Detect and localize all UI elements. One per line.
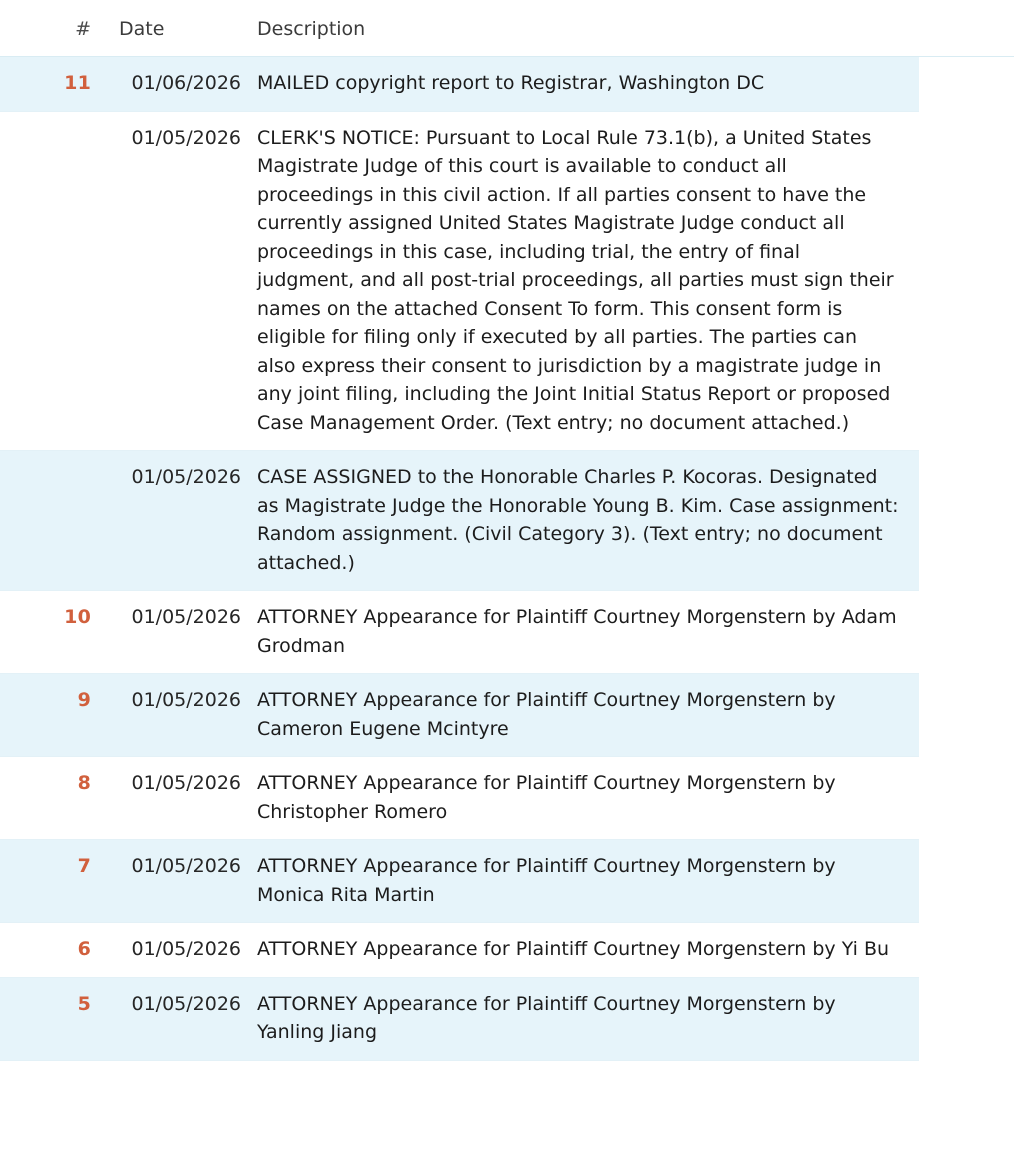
table-header-row <box>0 0 1014 57</box>
table-row[interactable] <box>0 57 1014 112</box>
row-date: 01/05/2026 <box>107 757 247 840</box>
row-description: ATTORNEY Appearance for Plaintiff Courtney Morgenstern by Adam Grodman <box>247 591 919 674</box>
table-body <box>0 57 1014 1061</box>
table-row[interactable] <box>0 591 1014 674</box>
row-number: 8 <box>0 757 107 840</box>
column-header-number: # <box>0 0 107 57</box>
row-number <box>0 111 107 451</box>
row-spacer <box>919 977 1014 1060</box>
row-description: CASE ASSIGNED to the Honorable Charles P. Kocoras. Designated as Magistrate Judge the Honorable Young B. Kim. Case assignment: Random assignment. (Civil Category 3). (Text entry; no document attached.) <box>247 451 919 591</box>
table-row[interactable] <box>0 840 1014 923</box>
row-spacer <box>919 57 1014 112</box>
row-date: 01/05/2026 <box>107 591 247 674</box>
table-header <box>0 0 1014 57</box>
row-spacer <box>919 757 1014 840</box>
row-date: 01/05/2026 <box>107 111 247 451</box>
column-header-description: Description <box>247 0 919 57</box>
row-description: MAILED copyright report to Registrar, Washington DC <box>247 57 919 112</box>
column-header-date: Date <box>107 0 247 57</box>
row-number: 9 <box>0 674 107 757</box>
table-row[interactable] <box>0 111 1014 451</box>
row-description: ATTORNEY Appearance for Plaintiff Courtney Morgenstern by Monica Rita Martin <box>247 840 919 923</box>
table-row[interactable] <box>0 674 1014 757</box>
row-number: 5 <box>0 977 107 1060</box>
row-description: ATTORNEY Appearance for Plaintiff Courtney Morgenstern by Christopher Romero <box>247 757 919 840</box>
row-spacer <box>919 111 1014 451</box>
row-description: CLERK'S NOTICE: Pursuant to Local Rule 73.1(b), a United States Magistrate Judge of this court is available to conduct all proceedings in this civil action. If all parties consent to have the currently assigned United States Magistrate Judge conduct all proceedings in this case, including trial, the entry of final judgment, and all post-trial proceedings, all parties must sign their names on the attached Consent To form. This consent form is eligible for filing only if executed by all parties. The parties can also express their consent to jurisdiction by a magistrate judge in any joint filing, including the Joint Initial Status Report or proposed Case Management Order. (Text entry; no document attached.) <box>247 111 919 451</box>
row-spacer <box>919 923 1014 978</box>
row-date: 01/05/2026 <box>107 977 247 1060</box>
row-date: 01/06/2026 <box>107 57 247 112</box>
table-row[interactable] <box>0 451 1014 591</box>
row-date: 01/05/2026 <box>107 451 247 591</box>
row-date: 01/05/2026 <box>107 923 247 978</box>
row-spacer <box>919 451 1014 591</box>
table-row[interactable] <box>0 923 1014 978</box>
row-spacer <box>919 840 1014 923</box>
row-number <box>0 451 107 591</box>
row-date: 01/05/2026 <box>107 840 247 923</box>
row-description: ATTORNEY Appearance for Plaintiff Courtney Morgenstern by Yi Bu <box>247 923 919 978</box>
column-header-spacer <box>919 0 1014 57</box>
row-spacer <box>919 674 1014 757</box>
table-row[interactable] <box>0 757 1014 840</box>
table-row[interactable] <box>0 977 1014 1060</box>
row-spacer <box>919 591 1014 674</box>
row-description: ATTORNEY Appearance for Plaintiff Courtney Morgenstern by Cameron Eugene Mcintyre <box>247 674 919 757</box>
row-date: 01/05/2026 <box>107 674 247 757</box>
row-number: 7 <box>0 840 107 923</box>
row-number: 10 <box>0 591 107 674</box>
row-description: ATTORNEY Appearance for Plaintiff Courtney Morgenstern by Yanling Jiang <box>247 977 919 1060</box>
row-number: 11 <box>0 57 107 112</box>
row-number: 6 <box>0 923 107 978</box>
